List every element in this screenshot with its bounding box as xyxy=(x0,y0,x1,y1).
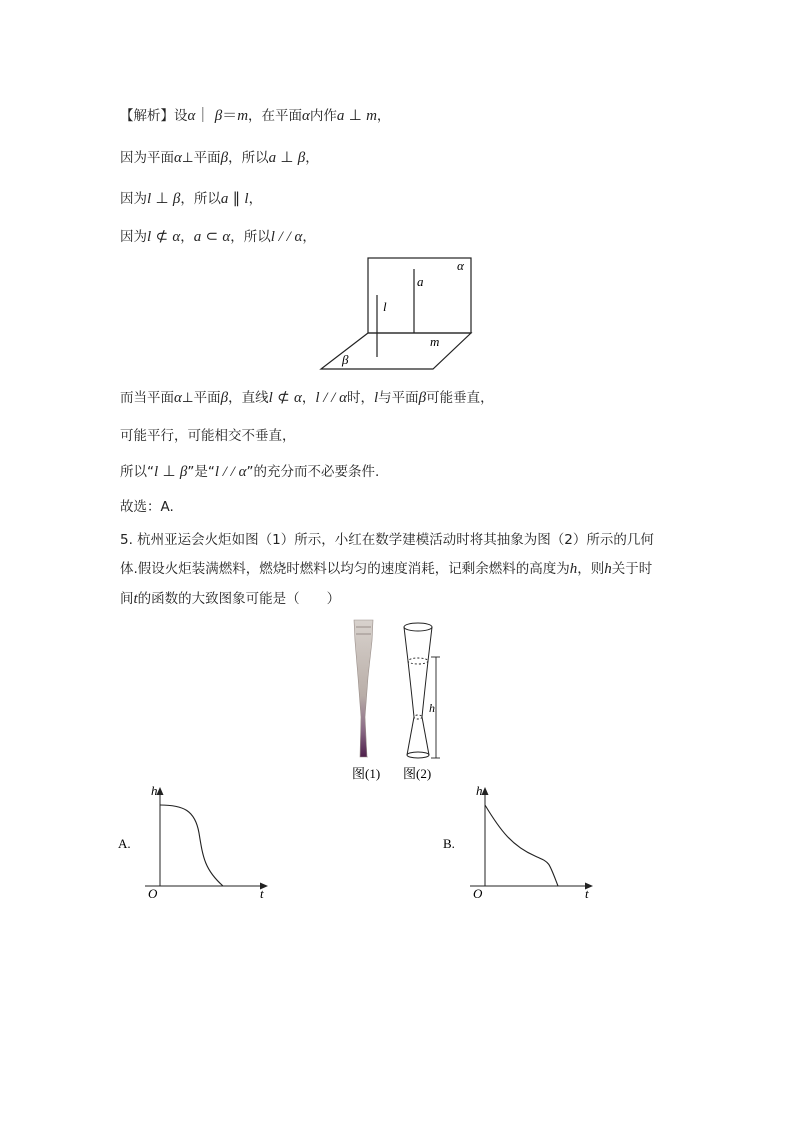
math-var: a xyxy=(193,229,202,245)
label-beta: β xyxy=(342,352,349,367)
curve-b xyxy=(485,805,558,886)
text: 因为 xyxy=(120,191,147,207)
text: ， xyxy=(301,390,316,406)
option-b xyxy=(440,778,600,903)
text: 与平面 xyxy=(378,390,419,406)
math-beta: β xyxy=(179,464,188,480)
text: ，所以 xyxy=(180,191,221,207)
label-m: m xyxy=(430,334,440,349)
text: 间 xyxy=(120,591,134,607)
math-beta: β xyxy=(297,150,306,166)
text: ，所以 xyxy=(230,229,271,245)
text: 可能垂直， xyxy=(426,390,494,406)
text: ⊥平面 xyxy=(181,150,221,166)
math-symbol: ⊂ xyxy=(205,229,219,245)
math-var: h xyxy=(604,561,612,577)
y-axis-arrow-icon xyxy=(157,787,164,795)
text: 因为 xyxy=(120,229,147,245)
plane-alpha-shape xyxy=(368,258,471,333)
label-h: h xyxy=(429,701,435,715)
option-a xyxy=(115,778,275,903)
text: ⊥平面 xyxy=(181,390,221,406)
text: ， xyxy=(376,108,391,124)
text: 体.假设火炬装满燃料，燃烧时燃料以均匀的速度消耗，记剩余燃料的高度为 xyxy=(120,561,570,577)
text: 的函数的大致图象可能是（ ） xyxy=(137,591,341,607)
text: 而当平面 xyxy=(120,390,174,406)
math-expr: l / / α xyxy=(315,390,347,406)
curve-a xyxy=(160,805,223,886)
math-alpha: α xyxy=(174,150,182,166)
analysis-line-1 xyxy=(120,107,390,125)
text: ”的充分而不必要条件. xyxy=(246,464,380,480)
math-beta: β xyxy=(220,390,229,406)
question-line-3 xyxy=(120,590,340,608)
analysis-line-8: 故选：A. xyxy=(120,499,174,515)
math-var: l xyxy=(154,464,159,480)
fuel-level-ellipse xyxy=(408,658,428,664)
x-axis-label: t xyxy=(260,886,264,901)
text: ”是“ xyxy=(187,464,215,480)
analysis-label: 【解析】设 xyxy=(120,108,188,124)
math-beta: β xyxy=(172,191,181,207)
text: 时， xyxy=(346,390,374,406)
option-b-label: B. xyxy=(443,836,455,851)
math-alpha: α xyxy=(222,229,231,245)
math-var: a xyxy=(336,108,345,124)
text: ，所以 xyxy=(228,150,269,166)
text: 所以“ xyxy=(120,464,154,480)
math-var: a xyxy=(220,191,229,207)
y-axis-label: h xyxy=(476,783,483,798)
text: ，在平面 xyxy=(248,108,303,124)
math-beta: β xyxy=(220,150,229,166)
math-var: l xyxy=(147,229,152,245)
math-alpha: α xyxy=(174,390,182,406)
text: ，则 xyxy=(577,561,605,577)
y-axis-arrow-icon xyxy=(482,787,489,795)
math-var: m xyxy=(237,108,249,124)
math-symbol: ⊥ xyxy=(162,464,176,480)
math-symbol: ⊄ xyxy=(277,390,290,406)
math-symbol: ⊄ xyxy=(155,229,169,245)
math-symbol: ∥ xyxy=(232,191,241,207)
math-beta: β xyxy=(214,108,223,124)
text: ，直线 xyxy=(228,390,269,406)
math-var: a xyxy=(268,150,277,166)
text: 关于时 xyxy=(611,561,653,577)
math-var: t xyxy=(133,591,138,607)
math-expr: l / / α xyxy=(214,464,247,480)
math-symbol: ⊥ xyxy=(155,191,169,207)
math-alpha: α xyxy=(187,108,196,124)
figure1-caption: 图(1) xyxy=(352,766,381,781)
top-ellipse xyxy=(404,623,432,631)
planes-figure xyxy=(318,255,476,373)
text: ， xyxy=(305,150,319,166)
math-expr: l / / α xyxy=(270,229,303,245)
question-line-2 xyxy=(120,560,652,578)
base-ellipse xyxy=(407,752,429,758)
math-alpha: α xyxy=(172,229,181,245)
text: 因为平面 xyxy=(120,150,174,166)
body-left-outline xyxy=(404,627,414,717)
label-alpha: α xyxy=(457,258,464,273)
figure2-caption: 图(2) xyxy=(403,766,432,781)
origin-label: O xyxy=(473,886,483,901)
lower-right-outline xyxy=(422,717,429,755)
math-symbol: ⊥ xyxy=(348,108,362,124)
analysis-line-7 xyxy=(120,463,379,481)
x-axis-label: t xyxy=(585,886,589,901)
label-a: a xyxy=(417,274,424,289)
label-l: l xyxy=(383,299,387,314)
text: ， xyxy=(180,229,194,245)
math-var: l xyxy=(268,390,273,406)
math-symbol: ⊥ xyxy=(280,150,294,166)
text: ， xyxy=(302,229,316,245)
analysis-line-2 xyxy=(120,149,319,167)
math-var: h xyxy=(569,561,578,577)
option-a-label: A. xyxy=(118,836,131,851)
analysis-line-3 xyxy=(120,190,262,208)
math-symbol: ＝ xyxy=(222,108,238,124)
math-alpha: α xyxy=(302,108,310,124)
math-alpha: α xyxy=(293,390,302,406)
question-line-1: 5. 杭州亚运会火炬如图（1）所示，小红在数学建模活动时将其抽象为图（2）所示的几何 xyxy=(120,532,654,548)
math-var: l xyxy=(244,191,249,207)
math-symbol: ｜ xyxy=(195,108,211,124)
lower-left-outline xyxy=(407,717,414,755)
torch-icon xyxy=(354,620,373,757)
origin-label: O xyxy=(148,886,158,901)
neck-ellipse xyxy=(414,715,422,719)
analysis-line-6: 可能平行，可能相交不垂直， xyxy=(120,428,296,444)
math-var: l xyxy=(373,390,379,406)
text: ， xyxy=(248,191,263,207)
math-beta: β xyxy=(418,390,427,406)
torch-figure xyxy=(340,617,465,787)
y-axis-label: h xyxy=(151,783,158,798)
math-var: l xyxy=(147,191,152,207)
analysis-line-4 xyxy=(120,228,316,246)
text: 内作 xyxy=(309,108,337,124)
math-var: m xyxy=(366,108,377,124)
analysis-line-5 xyxy=(120,389,494,407)
